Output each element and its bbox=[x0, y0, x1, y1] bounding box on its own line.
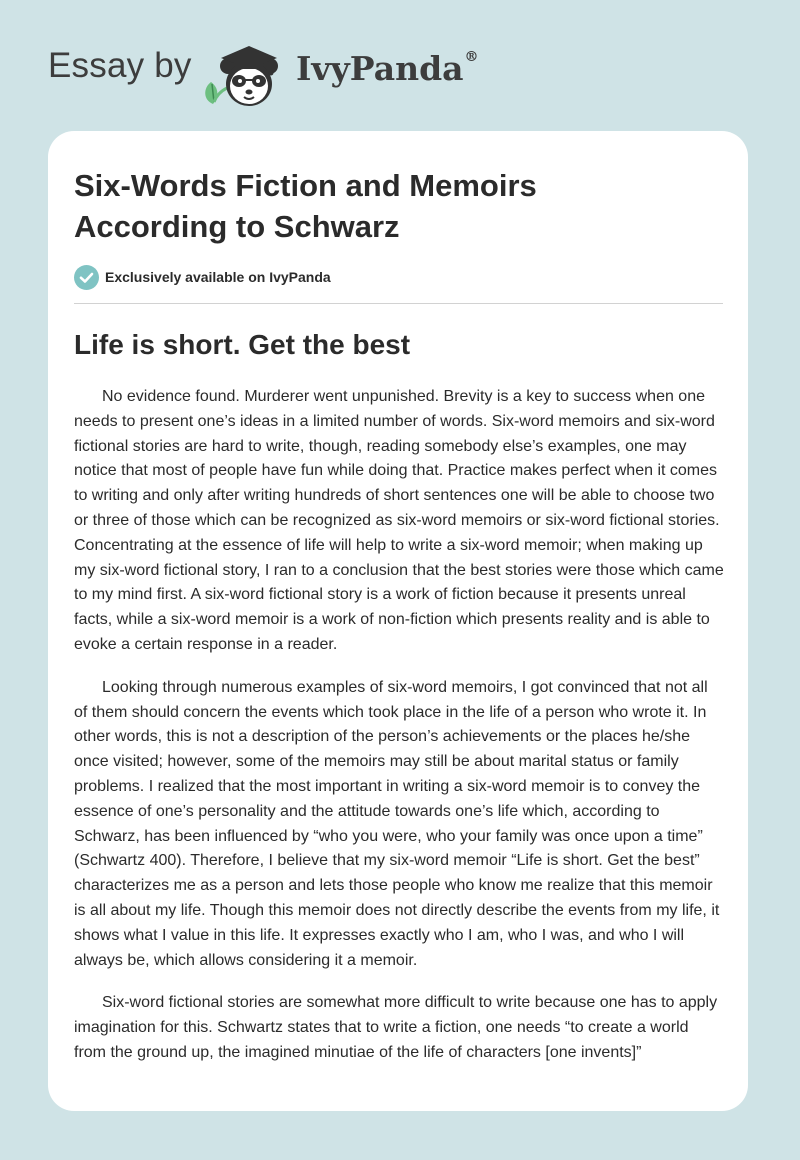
essay-by-label: Essay by bbox=[48, 46, 192, 85]
paragraph: Six-word fictional stories are somewhat more difficult to write because one has to apply imagination for this. Schwartz states that to write a fiction, one needs “to create a world from the ground up, the imagined minutiae of the life of characters [one invents]” bbox=[74, 994, 718, 1061]
brand-name-text: IvyPanda bbox=[296, 49, 464, 88]
exclusive-badge bbox=[74, 264, 331, 290]
badge-label: Exclusively available on IvyPanda bbox=[105, 269, 331, 285]
paragraph: No evidence found. Murderer went unpunished. Brevity is a key to success when one needs to present one’s ideas in a limited number of words. Six-word memoirs and six-word fictional stories are hard to write, though, reading somebody else’s examples, one may notice that most of people have fun while doing that. Practice makes perfect when it comes to writing and only after writing hundreds of short sentences one will be able to choose two or three of those which can be recognized as six-word memoirs or six-word fictional stories. Concentrating at the essence of life will help to write a six-word memoir; when making up my six-word fictional story, I ran to a conclusion that the best stories were those which came to my mind first. A six-word fictional story is a work of fiction because it presents unreal facts, while a six-word memoir is a work of non-fiction which presents reality and is able to evoke a certain response in a reader. bbox=[74, 388, 724, 653]
essay-card bbox=[48, 131, 748, 1111]
registered-mark: ® bbox=[464, 49, 479, 65]
section-heading: Life is short. Get the best bbox=[74, 329, 411, 360]
check-icon bbox=[74, 265, 99, 290]
paragraph: Looking through numerous examples of six-word memoirs, I got convinced that not all of them should concern the events which took place in the life of a person who wrote it. In other words, this is not a description of the person’s achievements or the places he/she once visited; however, some of the memoirs may still be about marital status or family problems. I realized that the most important in writing a six-word memoir is to convey the essence of one’s personality and the attitude towards one’s life which, according to Schwarz, has been influenced by “who you were, who your family was once upon a time” (Schwartz 400). Therefore, I believe that my six-word memoir “Life is short. Get the best” characterizes me as a person and lets those people who know me realize that this memoir is all about my life. Though this memoir does not directly describe the events from my life, it shows what I value in this life. It expresses exactly who I am, who I was, and who I will always be, which allows considering it a memoir. bbox=[74, 678, 720, 969]
panda-logo-icon[interactable] bbox=[201, 36, 293, 110]
site-header bbox=[0, 0, 800, 130]
ivypanda-brand[interactable] bbox=[296, 49, 479, 88]
essay-title: Six-Words Fiction and Memoirs According to Schwarz bbox=[74, 168, 537, 244]
divider bbox=[74, 303, 723, 304]
essay-body bbox=[74, 385, 724, 1084]
